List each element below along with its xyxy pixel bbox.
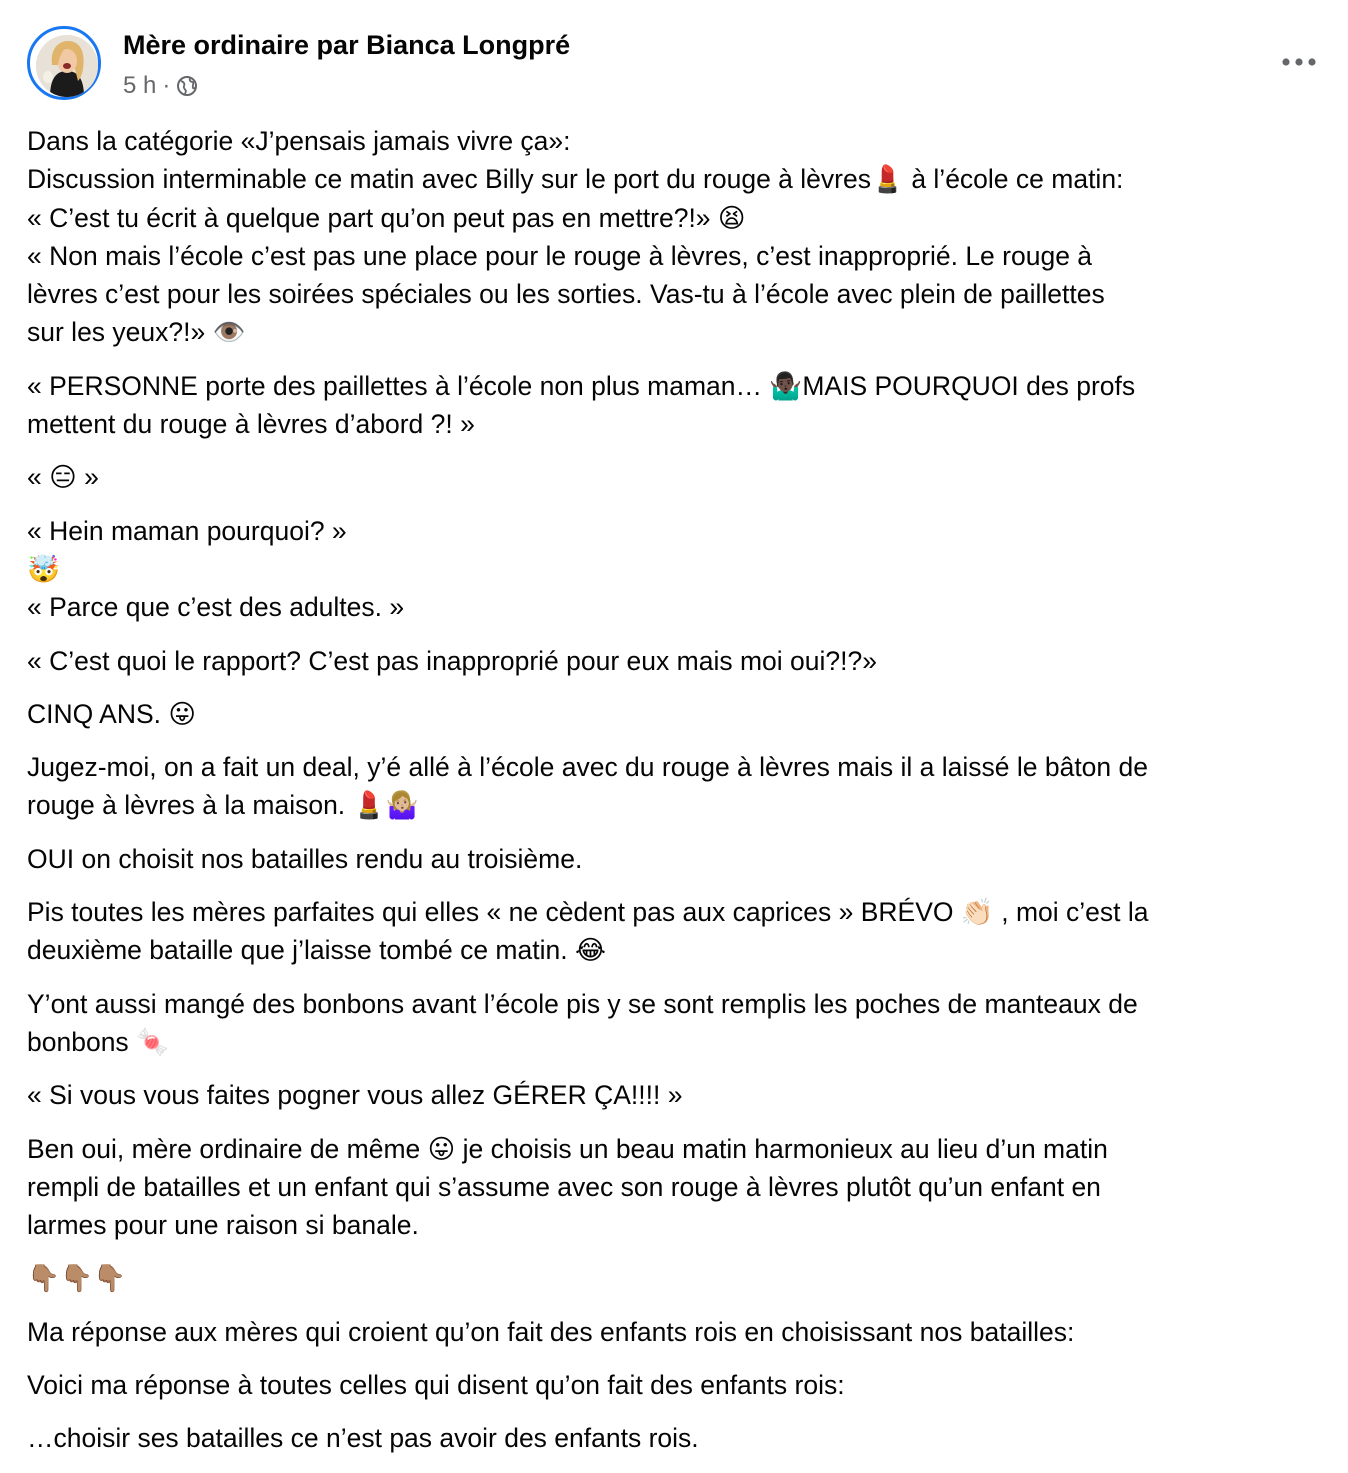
post-text-line: Ben oui, mère ordinaire de même 😛 je choisis un beau matin harmonieux au lieu d’un matin (27, 1133, 1108, 1164)
post-text-line: « Non mais l’école c’est pas une place pour le rouge à lèvres, c’est inapproprié. Le rouge à (27, 240, 1093, 271)
post-text-line: 🤯 (27, 553, 60, 584)
avatar-photo (36, 35, 98, 97)
post-text-line: « PERSONNE porte des paillettes à l’école non plus maman… 🤷🏿‍♂️MAIS POURQUOI des profs (27, 370, 1136, 401)
post-text-line: Ma réponse aux mères qui croient qu’on fait des enfants rois en choisissant nos batailles: (27, 1316, 1075, 1347)
post-text-line: Voici ma réponse à toutes celles qui disent qu’on fait des enfants rois: (27, 1370, 845, 1401)
post-text-line: « Si vous vous faites pogner vous allez GÉRER ÇA!!!! » (27, 1080, 683, 1111)
post-text-line: …choisir ses batailles ce n’est pas avoir des enfants rois. (27, 1423, 699, 1454)
post-paragraph (27, 512, 1327, 627)
post-header (27, 26, 1321, 106)
post-text-line: larmes pour une raison si banale. (27, 1210, 419, 1241)
post-text-line: mettent du rouge à lèvres d’abord ?! » (27, 409, 475, 440)
post-paragraph (27, 1366, 1327, 1404)
post-paragraph (27, 642, 1327, 680)
post-paragraph (27, 840, 1327, 878)
post-text-line: bonbons 🍬 (27, 1026, 170, 1057)
author-name[interactable]: Mère ordinaire par Bianca Longpré (123, 30, 571, 60)
post-text-line: rouge à lèvres à la maison. 💄🤷🏼‍♀️ (27, 790, 419, 821)
post-text-line: sur les yeux?!» 👁️ (27, 317, 246, 348)
post-paragraph (27, 695, 1327, 733)
post-paragraph (27, 1313, 1327, 1351)
post-text-line: « Parce que c’est des adultes. » (27, 592, 405, 623)
meta-separator: · (162, 72, 171, 99)
post-paragraph (27, 1419, 1327, 1457)
post-paragraph (27, 458, 1327, 496)
avatar[interactable] (36, 35, 98, 97)
post-text-line: Dans la catégorie «J’pensais jamais vivre ça»: (27, 126, 571, 156)
post-text-line: Y’ont aussi mangé des bonbons avant l’école pis y se sont remplis les poches de manteaux de (27, 988, 1138, 1019)
post-paragraph (27, 1130, 1327, 1245)
post-text-line: Jugez-moi, on a fait un deal, y’é allé à l’école avec du rouge à lèvres mais il a laissé le bâton de (27, 752, 1148, 783)
globe-icon[interactable] (176, 75, 198, 97)
more-options-button[interactable] (1277, 44, 1321, 80)
post-paragraph (27, 748, 1327, 825)
post-text-line: CINQ ANS. 😛 (27, 698, 196, 729)
post-paragraph (27, 367, 1327, 444)
post-text-line: 👇🏽👇🏽👇🏽 (27, 1263, 126, 1294)
post-text-line: « C’est tu écrit à quelque part qu’on peut pas en mettre?!» 😫 (27, 202, 746, 233)
post-text-line: « C’est quoi le rapport? C’est pas inapproprié pour eux mais moi oui?!?» (27, 645, 877, 676)
post-paragraph (27, 1259, 1327, 1297)
post-paragraph (27, 893, 1327, 970)
post-text-line: Discussion interminable ce matin avec Billy sur le port du rouge à lèvres💄 à l’école ce matin: (27, 164, 1124, 195)
post-text-line: rempli de batailles et un enfant qui s’assume avec son rouge à lèvres plutôt qu’un enfant en (27, 1171, 1101, 1202)
profile-avatar-ring[interactable] (27, 26, 101, 100)
post-timestamp[interactable]: 5 h (123, 72, 157, 99)
post-meta (123, 70, 198, 102)
more-horizontal-icon (1281, 57, 1317, 67)
post-paragraph (27, 1076, 1327, 1114)
post-text-line: Pis toutes les mères parfaites qui elles « ne cèdent pas aux caprices » BRÉVO 👏🏻 , moi c’est la (27, 897, 1149, 928)
post-text-line: « 😑 » (27, 462, 99, 493)
post-text-line: « Hein maman pourquoi? » (27, 515, 347, 546)
post-text-line: OUI on choisit nos batailles rendu au troisième. (27, 843, 583, 874)
post-body (27, 122, 1327, 1473)
post-text-line: deuxième bataille que j’laisse tombé ce matin. 😂 (27, 935, 606, 966)
post-text-line: lèvres c’est pour les soirées spéciales ou les sorties. Vas-tu à l’école avec plein de paillettes (27, 279, 1105, 310)
post-paragraph (27, 985, 1327, 1062)
post-paragraph (27, 122, 1327, 352)
